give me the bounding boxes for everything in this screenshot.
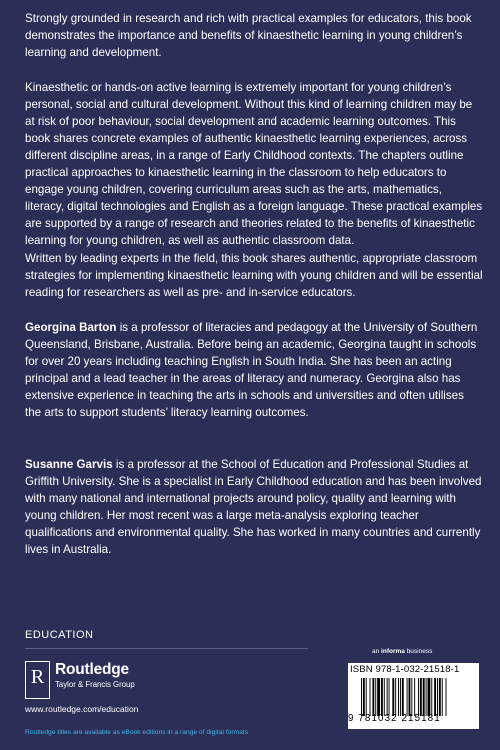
barcode-bar (361, 678, 362, 716)
informa-brand: informa (381, 648, 405, 655)
barcode-bar (431, 678, 432, 716)
barcode-bar (446, 678, 447, 716)
barcode-digits: 9 781032 215181 (348, 713, 441, 724)
barcode-bar (377, 678, 380, 716)
author-name: Susanne Garvis (25, 458, 113, 471)
barcode-bar (439, 678, 441, 716)
barcode-bar (407, 678, 408, 716)
divider (25, 648, 308, 649)
barcode-bar (437, 678, 438, 716)
publisher-logo (25, 661, 225, 701)
barcode-bars (361, 678, 474, 716)
svg-text:R: R (30, 666, 45, 688)
category-label: EDUCATION (25, 629, 94, 641)
barcode-bar (428, 678, 431, 716)
barcode-bar (387, 678, 388, 716)
barcode-bar (375, 678, 376, 716)
barcode-bar (442, 678, 443, 716)
barcode-bar (389, 678, 390, 716)
author-bio-text: is a professor at the School of Education and Professional Studies at Griffith University. She is a specialist in Early Childhood education and has been involved with many national and international projects around policy, quality and learning with young children. Her most recent was a large meta-analysis exploring teacher qualifications and environmental quality. She has worked in many countries and currently lives in Australia. (25, 458, 482, 556)
barcode-bar (400, 678, 401, 716)
author-name: Georgina Barton (25, 321, 117, 334)
author-bio-text: is a professor of literacies and pedagogy at the University of Southern Queensland, Brisbane, Australia. Before being an academic, Georgina taught in schools for over 20 years including teaching English in South India. She has been an acting principal and a lead teacher in the areas of literacy and numeracy. Georgina also has extensive experience in teaching the arts in schools and universities and often utilises the arts to support students’ literacy learning outcomes. (25, 321, 478, 419)
barcode (348, 663, 479, 729)
barcode-bar (409, 678, 411, 716)
barcode-bar (418, 678, 419, 716)
barcode-bar (423, 678, 425, 716)
ebook-note: Routledge titles are available as eBook editions in a range of digital formats (25, 729, 249, 736)
publisher-name: Routledge (55, 661, 129, 678)
barcode-bar (426, 678, 427, 716)
barcode-bar (420, 678, 422, 716)
barcode-bar (398, 678, 399, 716)
informa-prefix: an (372, 648, 382, 655)
barcode-bar (402, 678, 404, 716)
description-paragraph-2: Kinaesthetic or hands-on active learning is extremely important for young children’s personal, social and cultural development. Without this kind of learning children may be at risk of poor behaviour, social development and academic learning outcomes. This book shares concrete examples of authentic kinaesthetic learning experiences, across different discipline areas, in a range of Early Childhood contexts. The chapters outline practical approaches to kinaesthetic learning in the classroom to help educators to engage young children, covering curriculum areas such as the arts, mathematics, literacy, digital technologies and English as a foreign language. These practical examples are supported by a range of research and theories related to the benefits of kinaesthetic learning for young children, as well as authentic classroom data. (25, 81, 483, 247)
barcode-bar (381, 678, 383, 716)
routledge-logo-icon (25, 661, 50, 699)
isbn-text: ISBN 978-1-032-21518-1 (350, 664, 460, 675)
description-paragraph-1: Strongly grounded in research and rich with practical examples for educators, this book demonstrates the importance and benefits of kinaesthetic learning in young children’s learning and development. (25, 12, 472, 59)
barcode-bar (434, 678, 436, 716)
description-paragraph-3: Written by leading experts in the field, this book shares authentic, appropriate classroom strategies for implementing kinaesthetic learning with young children and will be essential reading for researchers as well as pre- and in-service educators. (25, 252, 483, 299)
informa-business-label (372, 648, 432, 655)
barcode-bar (366, 678, 367, 716)
publisher-subtitle: Taylor & Francis Group (55, 680, 135, 689)
barcode-bar (370, 678, 371, 716)
barcode-bar (392, 678, 394, 716)
author-bio-2 (25, 456, 483, 558)
barcode-bar (363, 678, 365, 716)
barcode-bar (384, 678, 385, 716)
barcode-bar (372, 678, 374, 716)
informa-suffix: business (404, 648, 433, 655)
publisher-website: www.routledge.com/education (25, 704, 139, 714)
barcode-bar (414, 678, 415, 716)
author-bio-1 (25, 319, 483, 421)
barcode-bar (395, 678, 396, 716)
barcode-bar (411, 678, 412, 716)
